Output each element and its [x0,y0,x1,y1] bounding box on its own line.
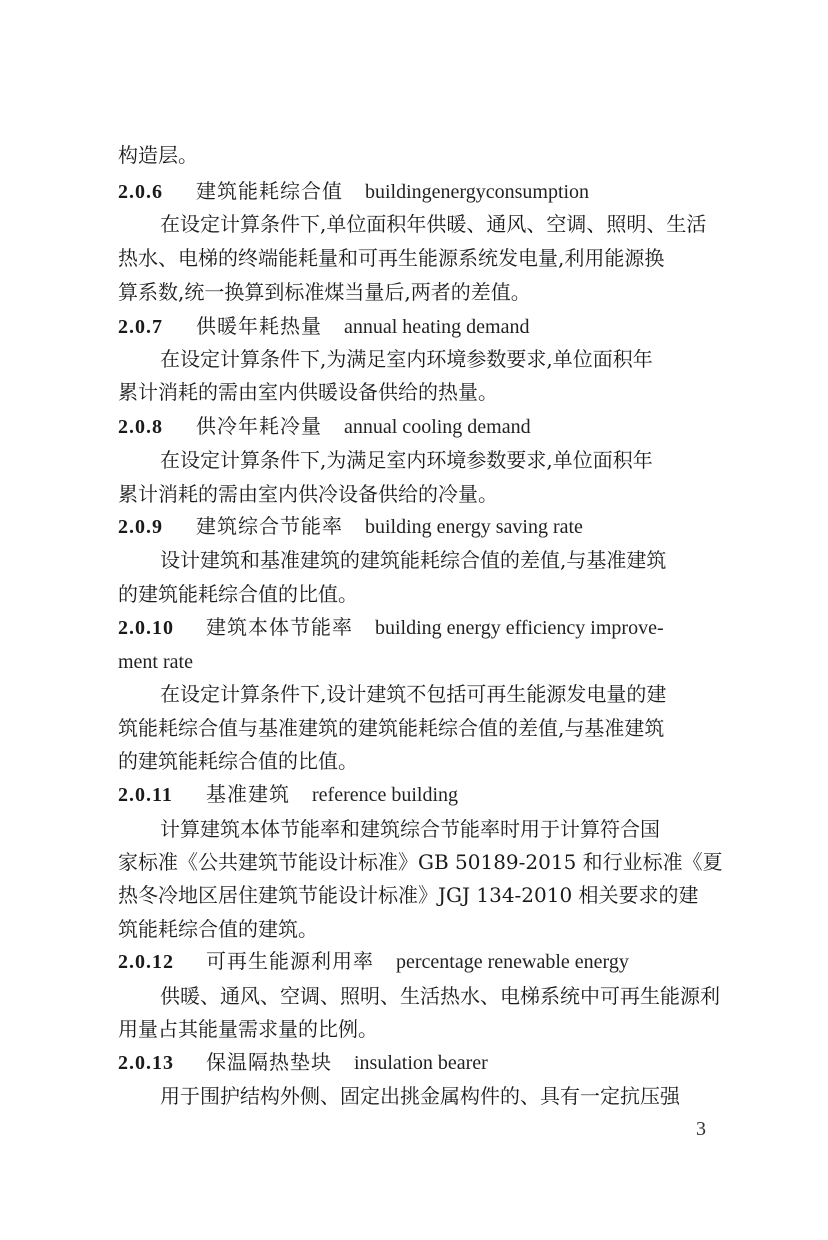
body-text-line: 累计消耗的需由室内供暖设备供给的热量。 [118,380,498,404]
term-english: insulation bearer [354,1052,488,1074]
body-text-line: 热冬冷地区居住建筑节能设计标准》JGJ 134-2010 相关要求的建 [118,883,699,907]
body-text-line: 在设定计算条件下,为满足室内环境参数要求,单位面积年 [160,448,653,472]
term-chinese: 基准建筑 [206,782,290,806]
body-text-line: 计算建筑本体节能率和建筑综合节能率时用于计算符合国 [160,817,660,841]
body-text-line: 设计建筑和基准建筑的建筑能耗综合值的差值,与基准建筑 [160,548,667,572]
term-heading [118,777,458,811]
term-english-continuation: ment rate [118,651,193,673]
term-heading [118,409,531,443]
term-english: reference building [312,784,459,806]
term-chinese: 保温隔热垫块 [206,1050,332,1074]
term-chinese: 供暖年耗热量 [196,314,322,338]
term-chinese: 建筑本体节能率 [206,615,353,639]
term-number: 2.0.10 [118,617,174,639]
body-text-line: 在设定计算条件下,设计建筑不包括可再生能源发电量的建 [160,682,667,706]
term-number: 2.0.9 [118,516,163,538]
term-heading [118,309,530,343]
body-text-line: 用于围护结构外侧、固定出挑金属构件的、具有一定抗压强 [160,1084,680,1108]
term-heading [118,1045,488,1079]
body-text-line: 累计消耗的需由室内供冷设备供给的冷量。 [118,482,498,506]
term-english: annual cooling demand [344,416,531,438]
body-text-line: 供暖、通风、空调、照明、生活热水、电梯系统中可再生能源利 [160,984,720,1008]
body-text-line: 筑能耗综合值与基准建筑的建筑能耗综合值的差值,与基准建筑 [118,716,665,740]
term-number: 2.0.6 [118,181,163,203]
term-chinese: 可再生能源利用率 [206,949,374,973]
body-text-line: 筑能耗综合值的建筑。 [118,917,318,941]
term-number: 2.0.13 [118,1052,174,1074]
term-number: 2.0.8 [118,416,163,438]
body-text-line: 家标准《公共建筑节能设计标准》GB 50189-2015 和行业标准《夏 [118,850,723,874]
term-heading [118,174,589,208]
page-number: 3 [696,1118,706,1140]
term-number: 2.0.12 [118,951,174,973]
body-text-line: 构造层。 [118,143,198,167]
term-english: buildingenergyconsumption [365,181,590,203]
body-text-line: 热水、电梯的终端能耗量和可再生能源系统发电量,利用能源换 [118,246,665,270]
term-chinese: 供冷年耗冷量 [196,414,322,438]
body-text-line: 在设定计算条件下,单位面积年供暖、通风、空调、照明、生活 [160,212,707,236]
term-english: building energy efficiency improve- [375,617,664,639]
term-chinese: 建筑能耗综合值 [196,179,343,203]
term-chinese: 建筑综合节能率 [196,514,343,538]
term-heading [118,509,583,543]
body-text-line: 的建筑能耗综合值的比值。 [118,749,358,773]
body-text-line: 在设定计算条件下,为满足室内环境参数要求,单位面积年 [160,347,653,371]
term-number: 2.0.7 [118,316,163,338]
term-number: 2.0.11 [118,784,173,806]
term-english: building energy saving rate [365,516,583,538]
term-english: percentage renewable energy [396,951,629,973]
term-heading [118,944,629,978]
body-text-line: 算系数,统一换算到标准煤当量后,两者的差值。 [118,280,531,304]
body-text-line: 用量占其能量需求量的比例。 [118,1017,378,1041]
body-text-line: 的建筑能耗综合值的比值。 [118,582,358,606]
term-english: annual heating demand [344,316,530,338]
term-heading [118,610,664,644]
